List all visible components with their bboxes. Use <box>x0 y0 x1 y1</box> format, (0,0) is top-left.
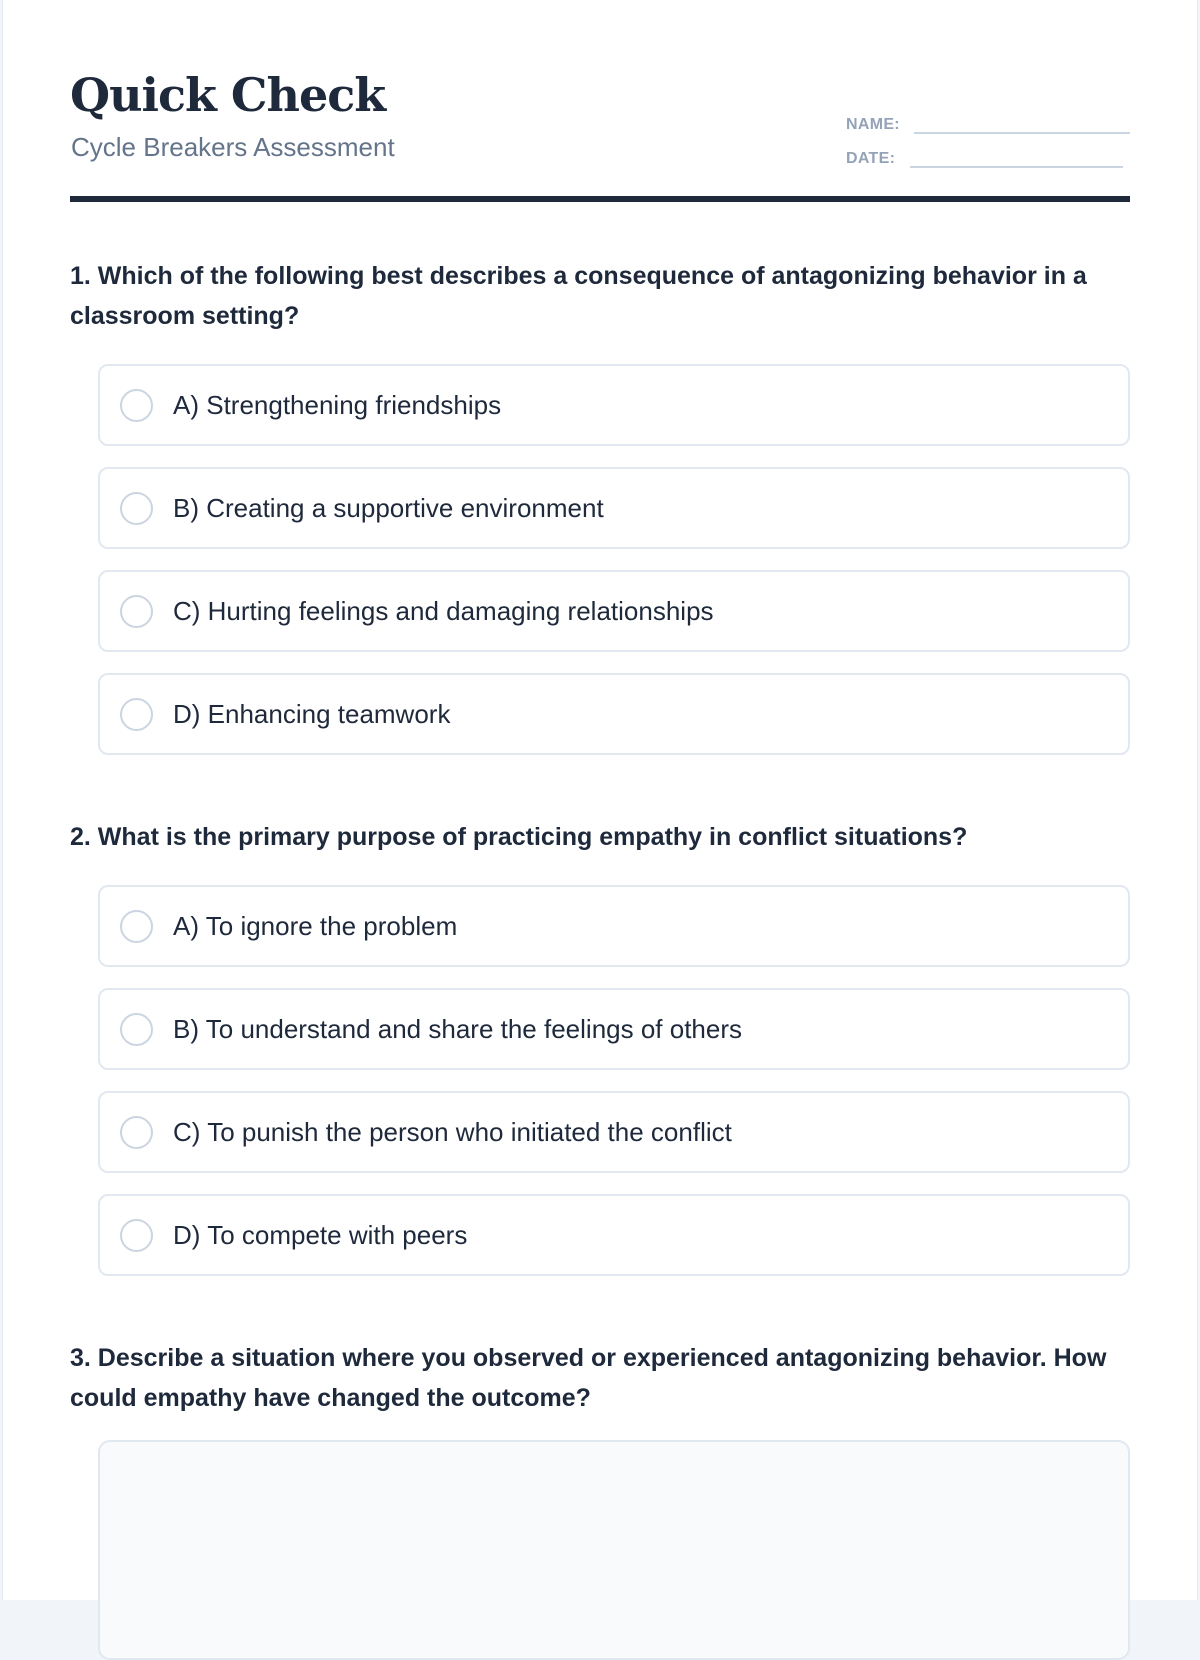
option-label: D) Enhancing teamwork <box>173 698 451 729</box>
worksheet-page <box>2 0 1198 1600</box>
option-label: D) To compete with peers <box>173 1219 468 1250</box>
option-label: B) Creating a supportive environment <box>173 492 604 523</box>
date-row <box>846 142 1130 168</box>
radio-button[interactable] <box>120 1013 153 1046</box>
option-label: A) To ignore the problem <box>173 910 458 941</box>
date-label: DATE: <box>846 150 896 167</box>
option-2a[interactable] <box>98 885 1130 967</box>
radio-button[interactable] <box>120 595 153 628</box>
option-1a[interactable] <box>98 364 1130 446</box>
question-3-text: 3. Describe a situation where you observed or experienced antagonizing behavior. How could empathy have changed the outcome? <box>70 1344 1107 1412</box>
question-1-options <box>98 364 1130 755</box>
option-1d[interactable] <box>98 673 1130 755</box>
question-2-text: 2. What is the primary purpose of practicing empathy in conflict situations? <box>70 823 968 851</box>
radio-button[interactable] <box>120 389 153 422</box>
radio-button[interactable] <box>120 698 153 731</box>
option-1c[interactable] <box>98 570 1130 652</box>
date-field[interactable] <box>910 166 1123 168</box>
radio-button[interactable] <box>120 1219 153 1252</box>
radio-button[interactable] <box>120 1116 153 1149</box>
option-label: C) Hurting feelings and damaging relationships <box>173 595 714 626</box>
worksheet-header <box>70 0 1130 202</box>
student-info <box>846 108 1130 176</box>
page-subtitle: Cycle Breakers Assessment <box>71 132 395 162</box>
option-label: C) To punish the person who initiated the conflict <box>173 1116 732 1147</box>
option-label: A) Strengthening friendships <box>173 389 502 420</box>
radio-button[interactable] <box>120 910 153 943</box>
question-2-options <box>98 885 1130 1276</box>
radio-button[interactable] <box>120 492 153 525</box>
option-label: B) To understand and share the feelings of others <box>173 1013 743 1044</box>
option-2c[interactable] <box>98 1091 1130 1173</box>
name-row <box>846 108 1130 134</box>
question-1-text: 1. Which of the following best describes a consequence of antagonizing behavior in a classroom setting? <box>70 262 1087 330</box>
option-2d[interactable] <box>98 1194 1130 1276</box>
name-field[interactable] <box>914 132 1130 134</box>
answer-textarea[interactable] <box>98 1440 1130 1660</box>
page-title: Quick Check <box>70 68 386 122</box>
option-1b[interactable] <box>98 467 1130 549</box>
name-label: NAME: <box>846 116 900 133</box>
option-2b[interactable] <box>98 988 1130 1070</box>
